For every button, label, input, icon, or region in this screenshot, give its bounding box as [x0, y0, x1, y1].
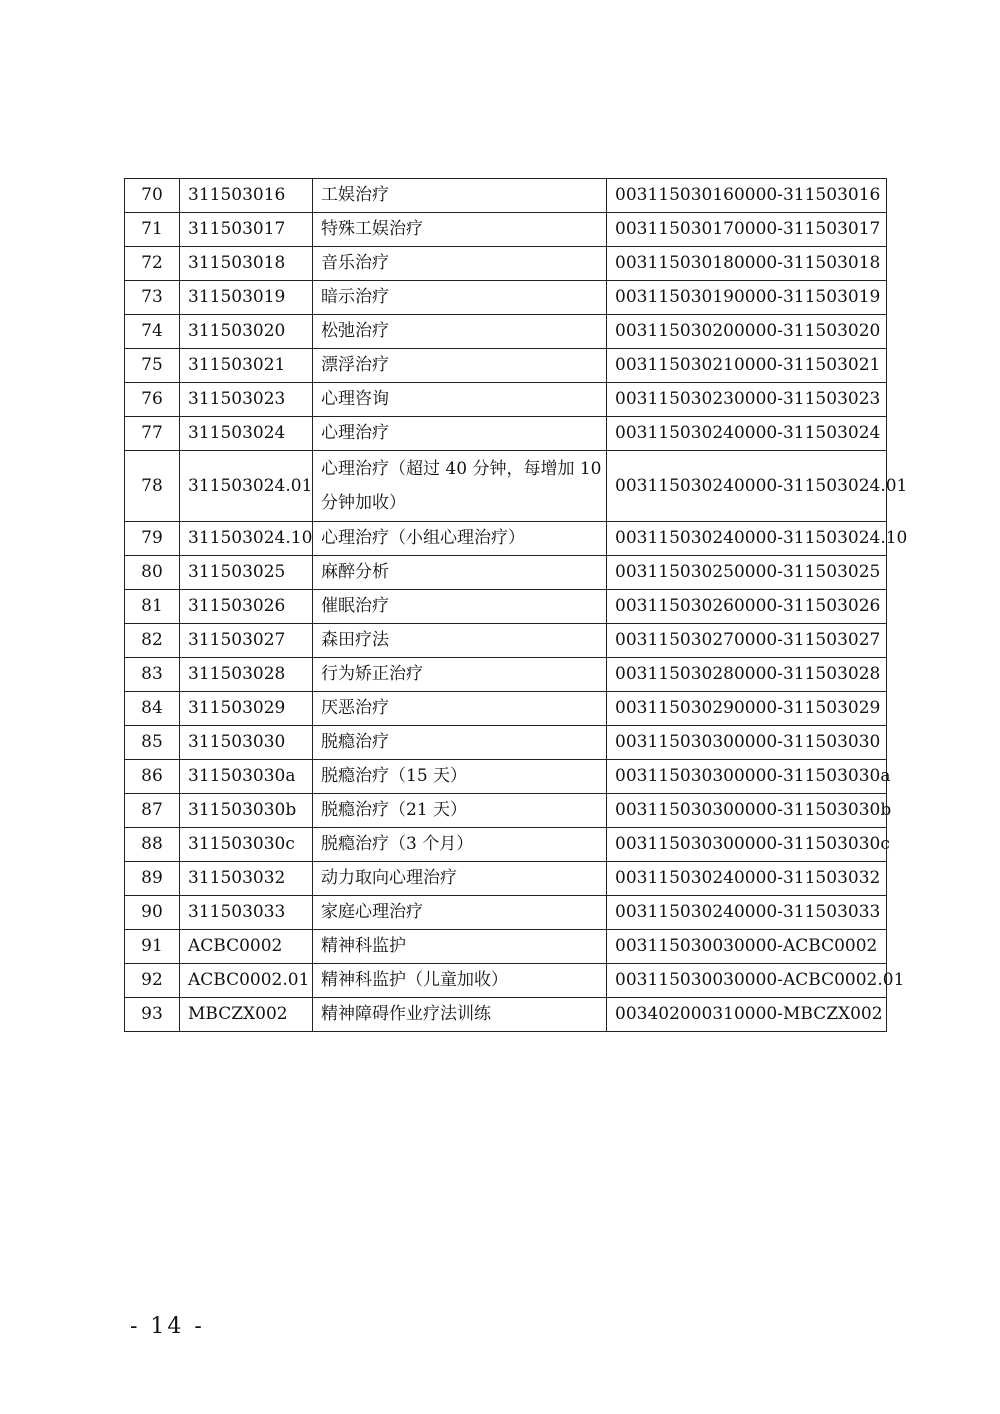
cell-serial-number: 83 [125, 658, 180, 692]
cell-full-code: 003115030160000-311503016 [607, 179, 887, 213]
cell-item-name: 工娱治疗 [313, 179, 607, 213]
cell-full-code: 003115030210000-311503021 [607, 349, 887, 383]
cell-item-code: 311503028 [180, 658, 313, 692]
table-row [125, 179, 887, 213]
cell-item-name: 厌恶治疗 [313, 692, 607, 726]
item-table-body [125, 179, 908, 1032]
table-row [125, 998, 887, 1032]
table-row [125, 726, 887, 760]
item-table [124, 178, 908, 1032]
cell-full-code: 003115030030000-ACBC0002 [607, 930, 887, 964]
table-row [125, 451, 887, 522]
cell-item-code: 311503018 [180, 247, 313, 281]
cell-serial-number: 71 [125, 213, 180, 247]
cell-serial-number: 80 [125, 556, 180, 590]
cell-item-name: 脱瘾治疗（21 天） [313, 794, 607, 828]
cell-item-code: 311503024.01 [180, 451, 313, 522]
cell-item-name: 松弛治疗 [313, 315, 607, 349]
table-row [125, 964, 887, 998]
cell-item-name: 音乐治疗 [313, 247, 607, 281]
cell-serial-number: 82 [125, 624, 180, 658]
cell-item-name: 漂浮治疗 [313, 349, 607, 383]
cell-serial-number: 74 [125, 315, 180, 349]
cell-full-code: 003115030240000-311503024.01 [607, 451, 887, 522]
cell-full-code: 003115030290000-311503029 [607, 692, 887, 726]
table-row [125, 383, 887, 417]
cell-full-code: 003115030030000-ACBC0002.01 [607, 964, 887, 998]
cell-item-code: MBCZX002 [180, 998, 313, 1032]
cell-item-name: 动力取向心理治疗 [313, 862, 607, 896]
table-row [125, 862, 887, 896]
cell-full-code: 003115030240000-311503024 [607, 417, 887, 451]
cell-item-name: 催眠治疗 [313, 590, 607, 624]
table-row [125, 590, 887, 624]
cell-full-code: 003115030300000-311503030a [607, 760, 887, 794]
cell-full-code: 003115030300000-311503030b [607, 794, 887, 828]
table-row [125, 522, 887, 556]
cell-item-code: 311503016 [180, 179, 313, 213]
cell-serial-number: 76 [125, 383, 180, 417]
cell-serial-number: 89 [125, 862, 180, 896]
table-row [125, 624, 887, 658]
cell-item-code: 311503032 [180, 862, 313, 896]
cell-serial-number: 88 [125, 828, 180, 862]
cell-item-name: 精神科监护（儿童加收） [313, 964, 607, 998]
cell-item-name: 精神障碍作业疗法训练 [313, 998, 607, 1032]
table-row [125, 315, 887, 349]
cell-serial-number: 73 [125, 281, 180, 315]
cell-full-code: 003402000310000-MBCZX002 [607, 998, 887, 1032]
cell-item-code: 311503017 [180, 213, 313, 247]
cell-serial-number: 85 [125, 726, 180, 760]
cell-serial-number: 93 [125, 998, 180, 1032]
table-row [125, 349, 887, 383]
cell-item-name: 森田疗法 [313, 624, 607, 658]
cell-item-name: 行为矫正治疗 [313, 658, 607, 692]
cell-full-code: 003115030270000-311503027 [607, 624, 887, 658]
cell-full-code: 003115030200000-311503020 [607, 315, 887, 349]
table-row [125, 692, 887, 726]
table-row [125, 794, 887, 828]
cell-item-code: 311503020 [180, 315, 313, 349]
cell-serial-number: 84 [125, 692, 180, 726]
cell-item-name: 心理治疗（超过 40 分钟，每增加 10 分钟加收） [313, 451, 607, 522]
cell-serial-number: 90 [125, 896, 180, 930]
cell-full-code: 003115030250000-311503025 [607, 556, 887, 590]
cell-full-code: 003115030300000-311503030c [607, 828, 887, 862]
cell-full-code: 003115030240000-311503032 [607, 862, 887, 896]
table-row [125, 930, 887, 964]
cell-serial-number: 92 [125, 964, 180, 998]
cell-item-code: ACBC0002 [180, 930, 313, 964]
cell-item-code: 311503029 [180, 692, 313, 726]
cell-serial-number: 78 [125, 451, 180, 522]
cell-full-code: 003115030240000-311503024.10 [607, 522, 887, 556]
cell-item-name: 心理治疗（小组心理治疗） [313, 522, 607, 556]
cell-item-code: 311503019 [180, 281, 313, 315]
table-row [125, 281, 887, 315]
cell-full-code: 003115030240000-311503033 [607, 896, 887, 930]
cell-item-code: 311503026 [180, 590, 313, 624]
table-row [125, 760, 887, 794]
cell-serial-number: 70 [125, 179, 180, 213]
cell-item-name: 家庭心理治疗 [313, 896, 607, 930]
cell-item-code: 311503030b [180, 794, 313, 828]
cell-full-code: 003115030280000-311503028 [607, 658, 887, 692]
cell-full-code: 003115030230000-311503023 [607, 383, 887, 417]
cell-item-code: 311503023 [180, 383, 313, 417]
cell-item-name: 特殊工娱治疗 [313, 213, 607, 247]
cell-item-name: 脱瘾治疗 [313, 726, 607, 760]
cell-item-code: 311503021 [180, 349, 313, 383]
cell-full-code: 003115030300000-311503030 [607, 726, 887, 760]
cell-full-code: 003115030190000-311503019 [607, 281, 887, 315]
cell-item-name: 脱瘾治疗（15 天） [313, 760, 607, 794]
table-row [125, 417, 887, 451]
table-row [125, 213, 887, 247]
table-row [125, 247, 887, 281]
cell-item-code: 311503030 [180, 726, 313, 760]
cell-item-name: 麻醉分析 [313, 556, 607, 590]
cell-item-code: 311503025 [180, 556, 313, 590]
cell-serial-number: 86 [125, 760, 180, 794]
table-row [125, 896, 887, 930]
cell-item-code: 311503030c [180, 828, 313, 862]
cell-item-name: 暗示治疗 [313, 281, 607, 315]
table-row [125, 658, 887, 692]
cell-item-name: 心理治疗 [313, 417, 607, 451]
cell-item-code: ACBC0002.01 [180, 964, 313, 998]
cell-serial-number: 75 [125, 349, 180, 383]
page-number: - 14 - [130, 1314, 205, 1339]
table-row [125, 828, 887, 862]
cell-item-name: 精神科监护 [313, 930, 607, 964]
cell-serial-number: 79 [125, 522, 180, 556]
cell-item-code: 311503024 [180, 417, 313, 451]
cell-serial-number: 81 [125, 590, 180, 624]
cell-serial-number: 77 [125, 417, 180, 451]
cell-full-code: 003115030180000-311503018 [607, 247, 887, 281]
cell-serial-number: 87 [125, 794, 180, 828]
cell-item-code: 311503024.10 [180, 522, 313, 556]
cell-item-code: 311503033 [180, 896, 313, 930]
cell-item-name: 心理咨询 [313, 383, 607, 417]
table-row [125, 556, 887, 590]
cell-item-code: 311503027 [180, 624, 313, 658]
cell-item-code: 311503030a [180, 760, 313, 794]
cell-full-code: 003115030260000-311503026 [607, 590, 887, 624]
cell-serial-number: 72 [125, 247, 180, 281]
cell-serial-number: 91 [125, 930, 180, 964]
cell-item-name: 脱瘾治疗（3 个月） [313, 828, 607, 862]
cell-full-code: 003115030170000-311503017 [607, 213, 887, 247]
